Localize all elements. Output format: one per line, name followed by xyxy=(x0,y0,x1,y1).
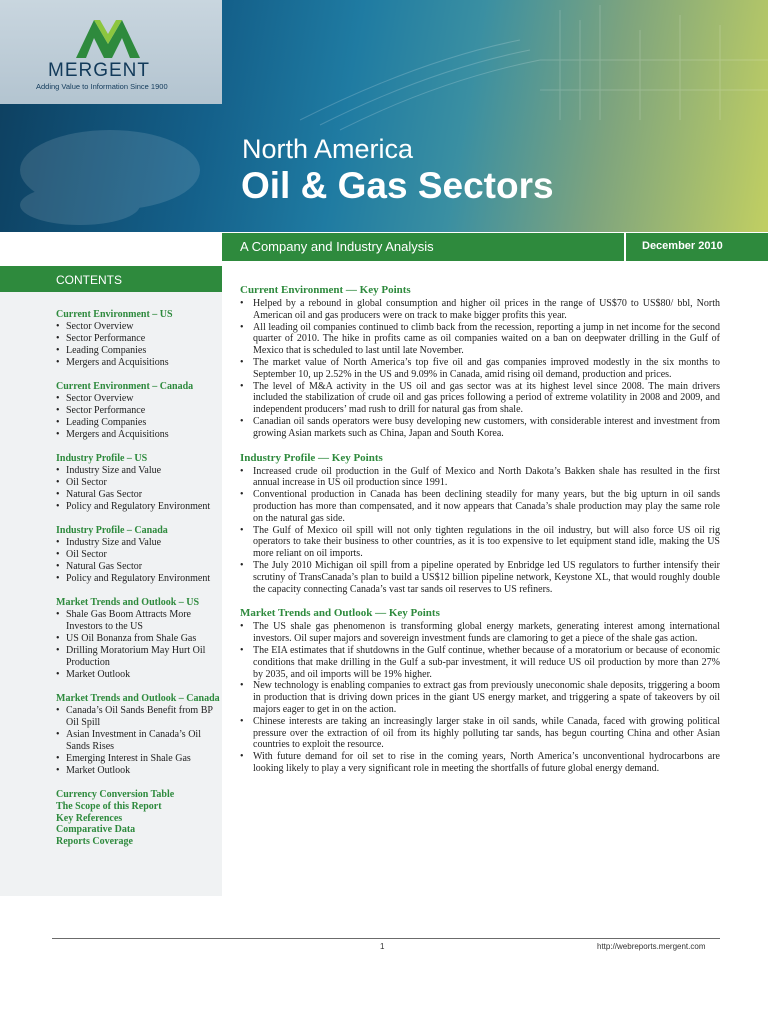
key-point: • The market value of North America’s top five oil and gas companies improved modestly in the six months to September 10, up 2.52% in the US and 9.09% in Canada, amid rising oil demand, production and prices. xyxy=(240,357,720,381)
section-current-environment xyxy=(240,284,720,440)
toc-extras xyxy=(56,789,222,848)
toc-item[interactable]: • Industry Size and Value xyxy=(56,465,222,477)
report-subtitle: A Company and Industry Analysis xyxy=(240,239,434,254)
section-industry-profile xyxy=(240,452,720,596)
section-market-trends xyxy=(240,607,720,774)
section-title: Current Environment — Key Points xyxy=(240,284,411,296)
toc-item[interactable]: • Sector Performance xyxy=(56,333,222,345)
toc-heading[interactable]: Industry Profile – US xyxy=(56,453,148,464)
key-point: • Conventional production in Canada has been declining steadily for many years, but the big upturn in oil sands production has more than compensated, and it now appears that Canada’s shale production may play the same role on the natural gas side. xyxy=(240,489,720,524)
toc-extra-link[interactable]: Comparative Data xyxy=(56,824,136,836)
toc-item[interactable]: • Canada’s Oil Sands Benefit from BP Oil Spill xyxy=(56,705,222,729)
toc-heading[interactable]: Market Trends and Outlook – Canada xyxy=(56,693,220,704)
section-title: Industry Profile — Key Points xyxy=(240,451,383,464)
toc-item[interactable]: • Policy and Regulatory Environment xyxy=(56,501,222,513)
toc-item[interactable]: • Sector Overview xyxy=(56,321,222,333)
toc-item[interactable]: • Oil Sector xyxy=(56,477,222,489)
logo-panel xyxy=(0,0,222,104)
toc-item[interactable]: • US Oil Bonanza from Shale Gas xyxy=(56,633,222,645)
toc-heading[interactable]: Market Trends and Outlook – US xyxy=(56,597,200,608)
key-point: • Increased crude oil production in the Gulf of Mexico and North Dakota’s Bakken shale has resulted in the first annual increase in US oil production since 1991. xyxy=(240,466,720,490)
toc-item[interactable]: • Mergers and Acquisitions xyxy=(56,357,222,369)
toc-item[interactable]: • Policy and Regulatory Environment xyxy=(56,573,222,585)
toc-item[interactable]: • Market Outlook xyxy=(56,765,222,777)
toc-extra-link[interactable]: The Scope of this Report xyxy=(56,800,162,812)
contents-header xyxy=(0,266,222,292)
logo-name: MERGENT xyxy=(48,60,150,81)
toc-extra-link[interactable]: Reports Coverage xyxy=(56,836,133,848)
toc-item[interactable]: • Sector Overview xyxy=(56,393,222,405)
logo-tagline: Adding Value to Information Since 1900 xyxy=(36,82,168,91)
toc-item[interactable]: • Mergers and Acquisitions xyxy=(56,429,222,441)
contents-sidebar xyxy=(0,266,222,896)
toc-item[interactable]: • Oil Sector xyxy=(56,549,222,561)
key-point: • The US shale gas phenomenon is transforming global energy markets, generating interest among international investors. Oil super majors and sovereign investment funds are clamoring to get a piece of the shale gas action. xyxy=(240,621,720,645)
toc-group xyxy=(56,453,222,513)
key-point: • Canadian oil sands operators were busy developing new customers, with considerable interest and investment from growing Asian markets such as China, Japan and South Korea. xyxy=(240,416,720,440)
report-title: Oil & Gas Sectors xyxy=(241,165,554,206)
toc-item[interactable]: • Leading Companies xyxy=(56,345,222,357)
report-date: December 2010 xyxy=(642,240,723,252)
toc-extra-link[interactable]: Currency Conversion Table xyxy=(56,789,175,800)
key-point: • The Gulf of Mexico oil spill will not only tighten regulations in the oil industry, but will also force US oil rig operators to take their business to other countries, as it is too expensive to let equipment stand idle, making the US more reliant on oil imports. xyxy=(240,525,720,560)
key-point: • New technology is enabling companies to extract gas from previously uneconomic shale deposits, triggering a boom in production that is driving down prices in the giant US energy market, and triggering a spate of takeovers by oil majors eager to get in on the action. xyxy=(240,680,720,715)
table-of-contents xyxy=(56,309,222,848)
contents-title: CONTENTS xyxy=(56,273,122,287)
key-point: • Helped by a rebound in global consumption and higher oil prices in the range of US$70 to US$80/ bbl, North American oil and gas producers were on track to make bigger profits this year. xyxy=(240,298,720,322)
toc-heading[interactable]: Current Environment – Canada xyxy=(56,381,194,392)
toc-item[interactable]: • Shale Gas Boom Attracts More Investors to the US xyxy=(56,609,222,633)
toc-group xyxy=(56,525,222,585)
key-point: • With future demand for oil set to rise in the coming years, North America’s unconventional hydrocarbons are looking likely to play a very significant role in meeting the shortfalls of future global energy demand. xyxy=(240,751,720,775)
mergent-logo-icon xyxy=(76,16,146,58)
toc-item[interactable]: • Asian Investment in Canada’s Oil Sands Rises xyxy=(56,729,222,753)
header-banner xyxy=(0,0,768,232)
key-point: • The July 2010 Michigan oil spill from a pipeline operated by Enbridge led US regulators to further intensify their scrutiny of TransCanada’s plan to build a US$12 billion pipeline network, Keystone XL, that would roughly double the capacity connecting Canada’s vast tar sands oil reserves to US refiners. xyxy=(240,560,720,595)
subtitle-divider xyxy=(624,233,626,261)
toc-extra-link[interactable]: Key References xyxy=(56,812,123,824)
key-point: • All leading oil companies continued to climb back from the recession, reporting a jump in net income for the second quarter of 2010. The hike in profits came as oil companies waited on a ban on deepwater drilling in the Gulf of Mexico that is scheduled to last until late November. xyxy=(240,322,720,357)
key-point: • Chinese interests are taking an increasingly larger stake in oil sands, while Canada, faced with growing political pressure over the extraction of oil from its highly polluting tar sands, has begun courting China and other Asian countries to exploit the resource. xyxy=(240,716,720,751)
toc-item[interactable]: • Emerging Interest in Shale Gas xyxy=(56,753,222,765)
section-title: Market Trends and Outlook — Key Points xyxy=(240,607,440,620)
toc-item[interactable]: • Natural Gas Sector xyxy=(56,561,222,573)
footer-divider xyxy=(52,938,720,939)
toc-group xyxy=(56,597,222,681)
toc-item[interactable]: • Drilling Moratorium May Hurt Oil Production xyxy=(56,645,222,669)
key-point: • The level of M&A activity in the US oil and gas sector was at its highest level since 2008. The main drivers included the stabilization of crude oil and gas prices following a period of extreme volatility in 2008 and 2009, and independent producers’ mad rush to drill for natural gas from shale. xyxy=(240,381,720,416)
toc-group xyxy=(56,693,222,777)
report-region: North America xyxy=(242,134,414,164)
toc-heading[interactable]: Industry Profile – Canada xyxy=(56,525,168,536)
toc-item[interactable]: • Natural Gas Sector xyxy=(56,489,222,501)
toc-group xyxy=(56,309,222,369)
key-point: • The EIA estimates that if shutdowns in the Gulf continue, whether because of a moratorium or because of economic conditions that make drilling in the Gulf a sub-par investment, it will reduce US oil production by more than 27% by 2035, and oil imports will be 19% higher. xyxy=(240,645,720,680)
toc-item[interactable]: • Market Outlook xyxy=(56,669,222,681)
toc-item[interactable]: • Industry Size and Value xyxy=(56,537,222,549)
page-number: 1 xyxy=(380,942,385,951)
footer-url-link[interactable]: http://webreports.mergent.com xyxy=(597,942,706,951)
toc-item[interactable]: • Sector Performance xyxy=(56,405,222,417)
toc-item[interactable]: • Leading Companies xyxy=(56,417,222,429)
toc-heading[interactable]: Current Environment – US xyxy=(56,309,173,320)
toc-group xyxy=(56,381,222,441)
main-content xyxy=(240,284,720,787)
